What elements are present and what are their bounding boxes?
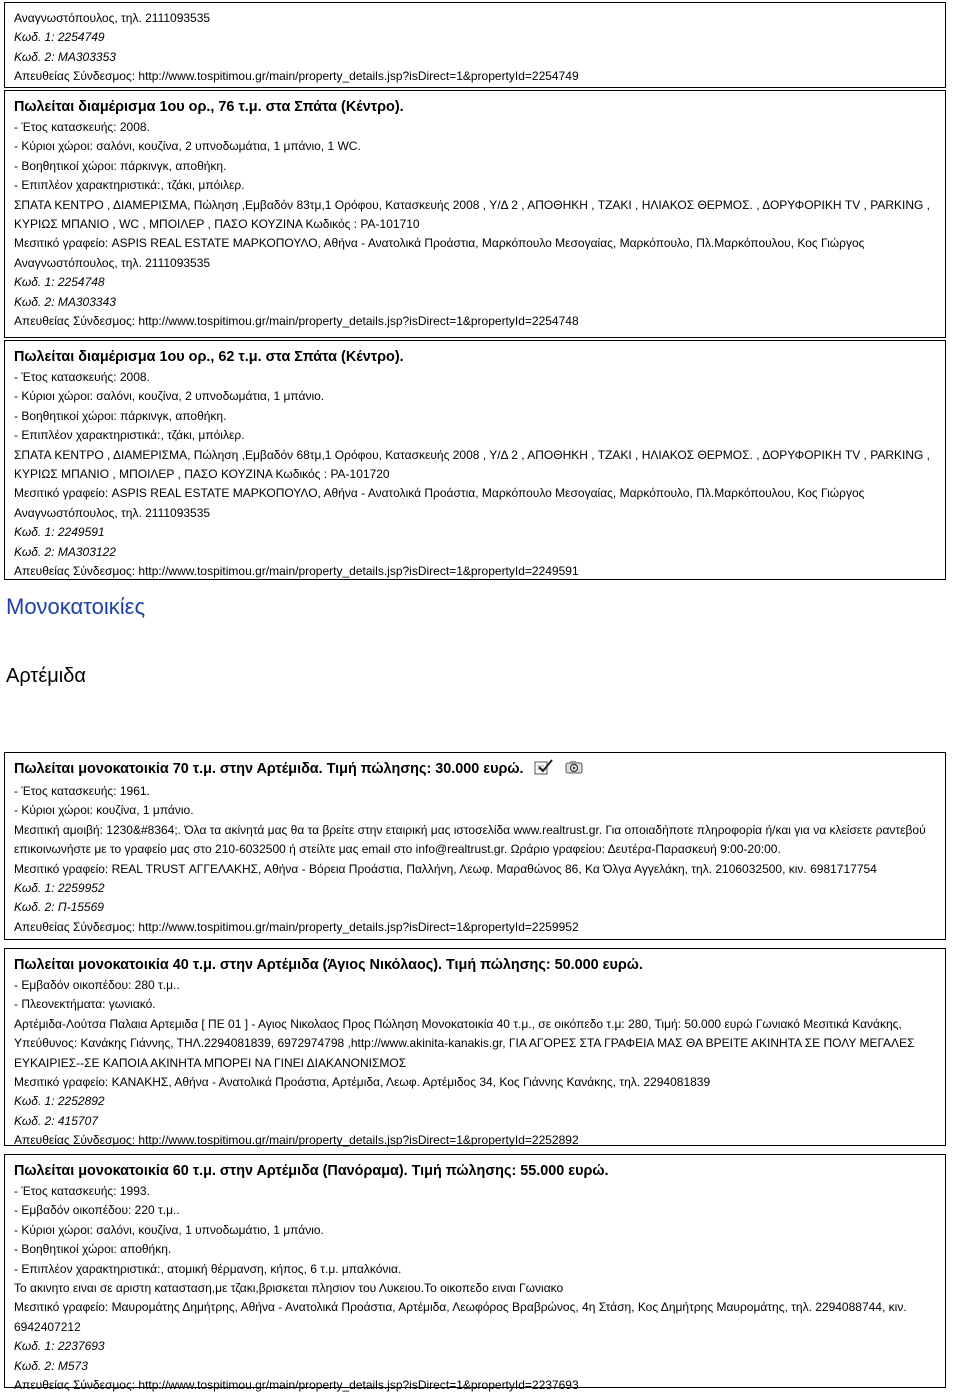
code2-line: Κωδ. 2: ΜΑ303353 — [14, 49, 116, 64]
contact-line: Αναγνωστόπουλος, τηλ. 2111093535 — [14, 11, 211, 25]
listing-card — [4, 752, 946, 940]
extras-line: - Επιπλέον χαρακτηριστικά:, ατομική θέρμανση, κήπος, 6 τ.μ. μπαλκόνια. — [14, 1261, 402, 1276]
aux-rooms-line: - Βοηθητικοί χώροι: πάρκινγκ, αποθήκη. — [14, 158, 227, 173]
direct-link[interactable]: Απευθείας Σύνδεσμος: http://www.tospitimou.gr/main/property_details.jsp?isDirect=1&propertyId=2254748 — [14, 314, 579, 329]
listing-title[interactable]: Πωλείται διαμέρισμα 1ου ορ., 62 τ.μ. στα Σπάτα (Κέντρο). — [14, 349, 404, 365]
category-heading: Μονοκατοικίες — [6, 594, 146, 619]
listing-card — [4, 948, 946, 1146]
extras-line: - Επιπλέον χαρακτηριστικά:, τζάκι, μπόιλερ. — [14, 178, 245, 193]
code2-line: Κωδ. 2: ΜΑ303343 — [14, 294, 116, 309]
main-rooms-line: - Κύριοι χώροι: κουζίνα, 1 μπάνιο. — [14, 803, 194, 818]
code1-line: Κωδ. 1: 2252892 — [14, 1094, 105, 1109]
listing-title[interactable]: Πωλείται μονοκατοικία 70 τ.μ. στην Αρτέμιδα. Τιμή πώλησης: 30.000 ευρώ. — [14, 761, 524, 777]
description: Μεσιτική αμοιβή: 1230&#8364;. Όλα τα ακίνητά μας θα τα βρείτε στην εταιρική μας ιστοσελίδα www.realtrust.gr. Για οποιαδήποτε πληροφορία ή/και για να κλείσετε ραντεβού επικοινωνήστε με το γραφείο μας στο 210-6032500 ή στείλτε μας email στο info@realtrust.gr. Ωράριο γραφείου: Δευτέρα-Παρασκευή 9:00-20:00. — [14, 822, 926, 857]
code2-line: Κωδ. 2: Μ573 — [14, 1358, 88, 1373]
direct-link[interactable]: Απευθείας Σύνδεσμος: http://www.tospitimou.gr/main/property_details.jsp?isDirect=1&propertyId=2259952 — [14, 919, 579, 934]
code2-line: Κωδ. 2: ΜΑ303122 — [14, 544, 116, 559]
listing-title-row — [14, 759, 945, 782]
office-line: Μεσιτικό γραφείο: ASPIS REAL ESTATE ΜΑΡΚΟΠΟΥΛΟ, Αθήνα - Ανατολικά Προάστια, Μαρκόπουλο Μεσογαίας, Μαρκόπουλο, Πλ.Μαρκόπουλου, Κος Γιώργος — [14, 486, 865, 501]
office-line: Μεσιτικό γραφείο: REAL TRUST ΑΓΓΕΛΑΚΗΣ, Αθήνα - Βόρεια Προάστια, Παλλήνη, Λεωφ. Μαραθώνος 86, Κα Όλγα Αγγελάκη, τηλ. 2106032500, κιν. 6981717754 — [14, 861, 877, 876]
code1-line: Κωδ. 1: 2259952 — [14, 881, 105, 896]
description: ΣΠΑΤΑ ΚΕΝΤΡΟ , ΔΙΑΜΕΡΙΣΜΑ, Πώληση ,Εμβαδόν 68τμ,1 Ορόφου, Κατασκευής 2008 , Υ/Δ 2 , ΑΠΟΘΗΚΗ , ΤΖΑΚΙ , ΗΛΙΑΚΟΣ ΘΕΡΜΟΣ. , ΔΟΡΥΦΟΡΙΚΗ TV , PARKING , ΚΥΡΙΩΣ ΜΠΑΝΙΟ , ΜΠΟΙΛΕΡ , ΠΑΣΟ ΚΟΥΖΙΝΑ Κωδικός : PA-101720 — [14, 447, 931, 482]
direct-link[interactable]: Απευθείας Σύνδεσμος: http://www.tospitimou.gr/main/property_details.jsp?isDirect=1&propertyId=2249591 — [14, 564, 579, 579]
listing-card — [4, 340, 946, 580]
main-rooms-line: - Κύριοι χώροι: σαλόνι, κουζίνα, 2 υπνοδωμάτια, 1 μπάνιο, 1 WC. — [14, 139, 361, 154]
listing-title[interactable]: Πωλείται διαμέρισμα 1ου ορ., 76 τ.μ. στα Σπάτα (Κέντρο). — [14, 99, 404, 115]
main-rooms-line: - Κύριοι χώροι: σαλόνι, κουζίνα, 2 υπνοδωμάτια, 1 μπάνιο. — [14, 389, 325, 404]
description: ΣΠΑΤΑ ΚΕΝΤΡΟ , ΔΙΑΜΕΡΙΣΜΑ, Πώληση ,Εμβαδόν 83τμ,1 Ορόφου, Κατασκευής 2008 , Υ/Δ 2 , ΑΠΟΘΗΚΗ , ΤΖΑΚΙ , ΗΛΙΑΚΟΣ ΘΕΡΜΟΣ. , ΔΟΡΥΦΟΡΙΚΗ TV , PARKING , ΚΥΡΙΩΣ ΜΠΑΝΙΟ , WC , ΜΠΟΙΛΕΡ , ΠΑΣΟ ΚΟΥΖΙΝΑ Κωδικός : PA-101710 — [14, 197, 931, 232]
code1-line: Κωδ. 1: 2254748 — [14, 275, 105, 290]
code2-line: Κωδ. 2: 415707 — [14, 1113, 98, 1128]
listing-title[interactable]: Πωλείται μονοκατοικία 60 τ.μ. στην Αρτέμιδα (Πανόραμα). Τιμή πώλησης: 55.000 ευρώ. — [14, 1163, 609, 1179]
description: Αρτέμιδα-Λούτσα Παλαια Αρτεμιδα [ ΠΕ 01 ] - Αγιος Νικολαος Προς Πώληση Μονοκατοικία 40 τ.μ., σε οικόπεδο τ.μ: 280, Τιμή: 50.000 ευρώ Γωνιακό Μεσιτικά Κανάκης, Υπεύθυνος: Κανάκης Γιάννης, ΤΗΛ.2294081839, 6972974798 ,http://www.akinita-kanakis.gr, ΓΙΑ ΑΓΟΡΕΣ ΣΤΑ ΓΡΑΦΕΙΑ ΜΑΣ ΘΑ ΒΡΕΙΤΕ ΑΚΙΝΗΤΑ ΣΕ ΠΟΛΥ ΜΕΓΑΛΕΣ ΕΥΚΑΙΡΙΕΣ--ΣΕ ΚΑΠΟΙΑ ΑΚΙΝΗΤΑ ΜΠΟΡΕΙ ΝΑ ΓΙΝΕΙ ΔΙΑΚΑΝΟΝΙΣΜΟΣ — [14, 1016, 915, 1070]
year-line: - Έτος κατασκευής: 2008. — [14, 370, 150, 384]
code1-line: Κωδ. 1: 2254749 — [14, 30, 105, 45]
listing-card-continued — [4, 2, 946, 88]
advantages-line: - Πλεονεκτήματα: γωνιακό. — [14, 997, 156, 1012]
plot-line: - Εμβαδόν οικοπέδου: 280 τ.μ.. — [14, 978, 180, 992]
area-heading: Αρτέμιδα — [6, 665, 86, 687]
listing-title[interactable]: Πωλείται μονοκατοικία 40 τ.μ. στην Αρτέμιδα (Άγιος Νικόλαος). Τιμή πώλησης: 50.000 ευρώ. — [14, 957, 643, 973]
aux-rooms-line: - Βοηθητικοί χώροι: αποθήκη. — [14, 1242, 172, 1257]
main-rooms-line: - Κύριοι χώροι: σαλόνι, κουζίνα, 1 υπνοδωμάτιο, 1 μπάνιο. — [14, 1222, 324, 1237]
direct-link[interactable]: Απευθείας Σύνδεσμος: http://www.tospitimou.gr/main/property_details.jsp?isDirect=1&propertyId=2237693 — [14, 1378, 579, 1393]
listing-card — [4, 1154, 946, 1393]
office-line: Μεσιτικό γραφείο: ΚΑΝΑΚΗΣ, Αθήνα - Ανατολικά Προάστια, Αρτέμιδα, Λεωφ. Αρτέμιδος 34, Κος Γιάννης Κανάκης, τηλ. 2294081839 — [14, 1075, 711, 1090]
camera-icon[interactable] — [564, 759, 584, 782]
listing-card — [4, 90, 946, 338]
checklist-icon[interactable] — [534, 759, 554, 782]
contact-line: Αναγνωστόπουλος, τηλ. 2111093535 — [14, 505, 211, 520]
contact-line: Αναγνωστόπουλος, τηλ. 2111093535 — [14, 255, 211, 270]
office-line: Μεσιτικό γραφείο: Μαυρομάτης Δημήτρης, Αθήνα - Ανατολικά Προάστια, Αρτέμιδα, Λεωφόρος Βραβρώνος, 4η Στάση, Κος Δημήτρης Μαυρομάτης, τηλ. 2294088744, κιν. 6942407212 — [14, 1300, 907, 1334]
year-line: - Έτος κατασκευής: 1961. — [14, 784, 150, 798]
description: Το ακινητο ειναι σε αριστη κατασταση,με τζακι,βρισκεται πλησιον του Λυκειου.Το οικοπεδο ειναι Γωνιακο — [14, 1281, 564, 1296]
office-line: Μεσιτικό γραφείο: ASPIS REAL ESTATE ΜΑΡΚΟΠΟΥΛΟ, Αθήνα - Ανατολικά Προάστια, Μαρκόπουλο Μεσογαίας, Μαρκόπουλο, Πλ.Μαρκόπουλου, Κος Γιώργος — [14, 236, 865, 251]
direct-link[interactable]: Απευθείας Σύνδεσμος: http://www.tospitimou.gr/main/property_details.jsp?isDirect=1&propertyId=2252892 — [14, 1133, 579, 1148]
code1-line: Κωδ. 1: 2249591 — [14, 525, 105, 540]
plot-line: - Εμβαδόν οικοπέδου: 220 τ.μ.. — [14, 1203, 180, 1218]
extras-line: - Επιπλέον χαρακτηριστικά:, τζάκι, μπόιλερ. — [14, 428, 245, 443]
code1-line: Κωδ. 1: 2237693 — [14, 1339, 105, 1354]
direct-link[interactable]: Απευθείας Σύνδεσμος: http://www.tospitimou.gr/main/property_details.jsp?isDirect=1&propertyId=2254749 — [14, 69, 579, 84]
aux-rooms-line: - Βοηθητικοί χώροι: πάρκινγκ, αποθήκη. — [14, 408, 227, 423]
code2-line: Κωδ. 2: Π-15569 — [14, 900, 104, 915]
year-line: - Έτος κατασκευής: 1993. — [14, 1184, 150, 1198]
year-line: - Έτος κατασκευής: 2008. — [14, 120, 150, 134]
